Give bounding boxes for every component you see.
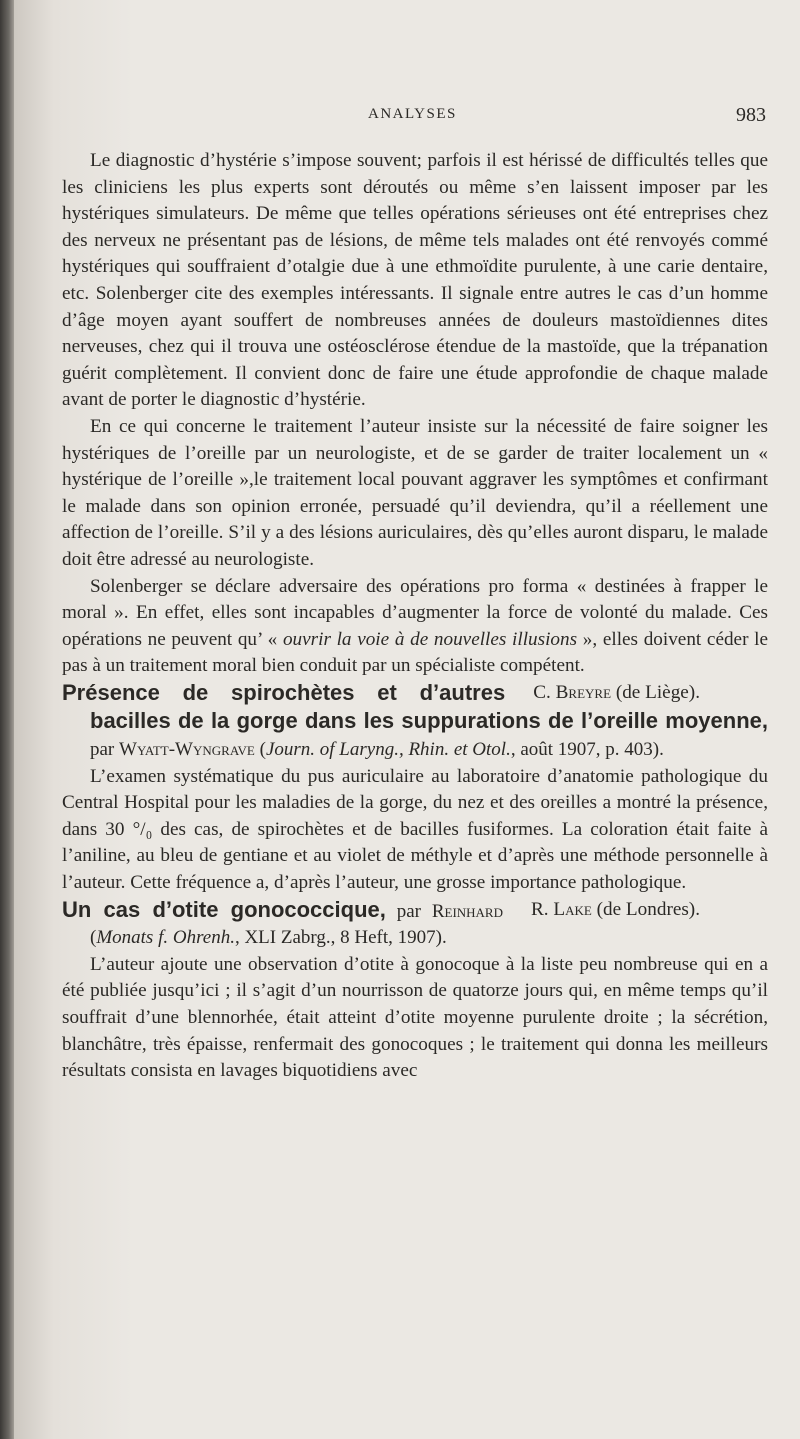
page-header [14,104,800,132]
reviewer-signature: C. Breyre (de Liège). [533,681,700,703]
article-title: Un cas d’otite gonococcique, [62,896,386,922]
reviewer-name: Breyre [555,681,612,703]
paragraph: Le diagnostic d’hystérie s’impose souvent; parfois il est hérissé de difficultés telles que les cliniciens les plus experts sont déroutés ou même s’en laissent imposer par les hystériques simulateurs. De même que telles opérations sérieuses ont été entreprises chez des nerveux ne présentant pas de lésions, de même tels malades ont été renvoyés commé hystériques qui souffraient d’otalgie due à une ethmoïdite purulente, à une carie dentaire, etc. Solenberger cite des exemples intéressants. Il signale entre autres le cas d’un homme d’âge moyen ayant souffert de nombreuses années de douleurs mastoïdiennes dites nerveuses, chez qui il trouva une ostéosclérose étendue de la mastoïde, que la trépanation guérit complètement. Il convient donc de faire une étude approfondie de chaque malade avant de porter le diagnostic d’hystérie. [62,150,768,411]
journal-name: Journ. of Laryng., Rhin. et Otol. [265,739,511,761]
page-body [62,148,768,1085]
paragraph-text: », elles doivent céder le pas à un traitement moral bien conduit par un spécialiste compétent. [62,628,768,677]
article-author: Reinhard [431,900,503,922]
paragraph [62,574,768,703]
paragraph: L’auteur ajoute une observation d’otite à gonocoque à la liste peu nombreuse qui en a été publiée jusqu’ici ; il s’agit d’un nourrisson de quatorze jours qui, en même temps qu’il souffrait d’une blennorhée, était atteint d’otite moyenne purulente droite ; la sécrétion, blanchâtre, très épaisse, renfermait des gonocoques ; le traitement qui donna les meilleurs résultats consista en lavages biquotidiens avec [62,953,768,1082]
quoted-text: ouvrir la voie à de nouvelles illusions [282,628,578,650]
article-author: Wyatt-Wyngrave [119,739,255,761]
article-heading: Présence de spirochètes et d’autres bacilles de la gorge dans les suppurations de l’oreille moyenne, par Wyatt-Wyngrave (Journ. of Laryng., Rhin. et Otol., août 1907, p. 403). [62,679,768,761]
paragraph-text: Solenberger se déclare adversaire des opérations pro forma « destinées à frapper le moral ». En effet, elles sont incapables d’augmenter la force de volonté du malade. Ces opérations ne peuvent qu’ « [62,575,768,650]
paragraph-text: L’examen systématique du pus auriculaire au laboratoire d’anatomie pathologique du Central Hospital pour les maladies de la gorge, du nez et des oreilles a montré la présence, dans 30 °/₀ des cas, de spirochètes et de bacilles fusiformes. La coloration était faite à l’aniline, au bleu de gentiane et au violet de méthyle et d’après une méthode personnelle à l’auteur. Cette fréquence a, d’après l’auteur, une grosse importance pathologique. [62,765,768,894]
reviewer-name: Lake [553,898,592,920]
scanned-page [14,0,800,1439]
article-heading: Un cas d’otite gonococcique, par Reinhard (Monats f. Ohrenh., XLI Zabrg., 8 Heft, 1907). [62,896,503,949]
running-title: ANALYSES [368,106,457,122]
page-number: 983 [736,104,766,126]
reviewer-signature: R. Lake (de Londres). [530,898,700,920]
paragraph: En ce qui concerne le traitement l’auteur insiste sur la nécessité de faire soigner les hystériques de l’oreille par un neurologiste, et de se garder de traiter localement un « hystérique de l’oreille »,le traitement local pouvant aggraver les symptômes et confirmant le malade dans son opinion erronée, persuadé qu’il deviendra, qu’il a réellement une affection de l’oreille. S’il y a des lésions auriculaires, dès qu’elles auront disparu, le malade doit être adressé au neurologiste. [62,415,768,570]
journal-name: Monats f. Ohrenh. [96,927,235,949]
article-title: Présence de spirochètes et d’autres bacilles de la gorge dans les suppurations de l’oreille moyenne, [62,679,768,734]
